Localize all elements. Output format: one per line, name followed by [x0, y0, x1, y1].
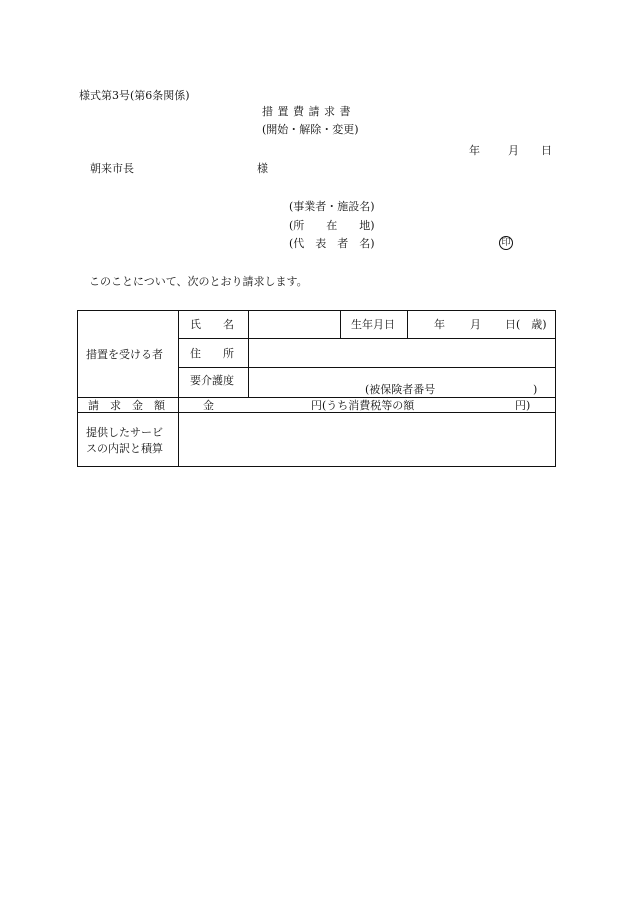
name-label: 氏 名	[190, 318, 234, 331]
services-field[interactable]	[179, 413, 555, 466]
address-field[interactable]	[249, 339, 555, 367]
care-level-label: 要介護度	[190, 374, 234, 387]
request-statement: このことについて、次のとおり請求します。	[89, 275, 308, 288]
honorific: 様	[257, 162, 268, 175]
provider-location-label: (所 在 地)	[289, 219, 375, 232]
birth-month-label: 月	[470, 318, 481, 331]
document-subtitle: (開始・解除・変更)	[262, 123, 359, 136]
insured-number-label: (被保険者番号	[365, 383, 436, 396]
provider-name-label: (事業者・施設名)	[289, 200, 375, 213]
column-divider	[407, 311, 408, 338]
seal-icon: 印	[499, 236, 513, 250]
date-year-label: 年	[469, 144, 480, 157]
name-field[interactable]	[248, 311, 340, 338]
birth-year-label: 年	[434, 318, 445, 331]
row-divider	[178, 367, 555, 368]
insured-number-close: )	[533, 383, 538, 396]
birth-day-age-label: 日( 歳)	[505, 318, 547, 331]
form-number: 様式第3号(第6条関係)	[79, 89, 190, 102]
addressee: 朝来市長	[90, 162, 134, 175]
amount-prefix: 金	[203, 399, 214, 412]
services-label-line1: 提供したサービ	[86, 426, 163, 439]
column-divider	[340, 311, 341, 338]
birthdate-label: 生年月日	[351, 318, 395, 331]
provider-representative-label: (代 表 者 名)	[289, 237, 375, 250]
claim-table	[77, 310, 556, 467]
date-month-label: 月	[508, 144, 519, 157]
services-label-line2: スの内訳と積算	[86, 442, 163, 455]
recipient-label: 措置を受ける者	[86, 348, 163, 361]
address-label: 住 所	[190, 347, 234, 360]
amount-yen-close: 円)	[515, 399, 531, 412]
document-title: 措置費請求書	[262, 105, 355, 118]
date-day-label: 日	[541, 144, 552, 157]
amount-yen-tax-label: 円(うち消費税等の額	[311, 399, 415, 412]
claim-amount-label: 請 求 金 額	[88, 399, 165, 412]
row-divider	[78, 397, 555, 398]
